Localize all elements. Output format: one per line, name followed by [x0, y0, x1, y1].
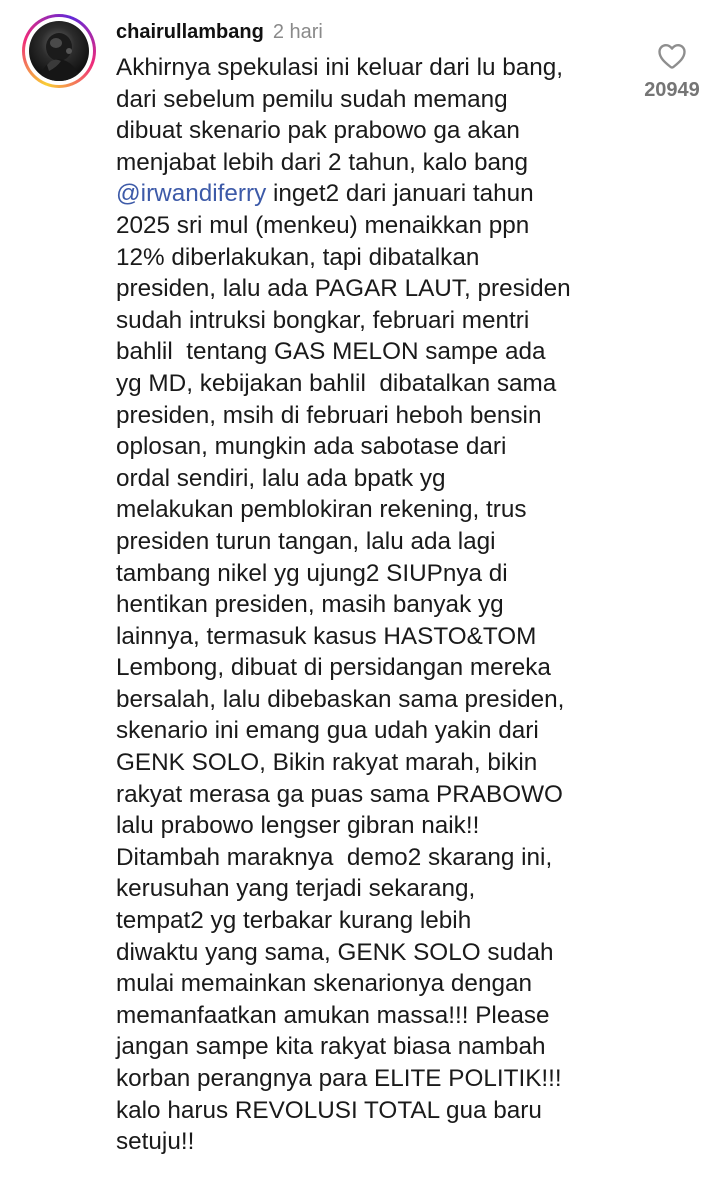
like-count: 20949	[644, 79, 700, 101]
comment-line: Akhirnya spekulasi ini keluar dari lu bang,	[116, 54, 564, 81]
comment-line: 12% diberlakukan, tapi dibatalkan	[116, 243, 480, 271]
comment-line: melakukan pemblokiran rekening, trus	[116, 496, 527, 524]
comment-line: diwaktu yang sama, GENK SOLO sudah	[116, 938, 554, 966]
username-link[interactable]: chairullambang	[116, 20, 264, 43]
comment-text	[116, 52, 636, 1158]
comment-line	[116, 178, 636, 210]
comment-line: GENK SOLO, Bikin rakyat marah, bikin	[116, 749, 538, 777]
avatar-photo-icon	[29, 21, 89, 81]
comment-line: ordal sendiri, lalu ada bpatk yg	[116, 464, 446, 492]
comment-line: oplosan, mungkin ada sabotase dari	[116, 433, 507, 461]
comment-line: tempat2 yg terbakar kurang lebih	[116, 907, 472, 935]
comment-header	[116, 16, 323, 48]
comment-line: jangan sampe kita rakyat biasa nambah	[116, 1033, 546, 1061]
comment-line: Lembong, dibuat di persidangan mereka	[116, 654, 551, 682]
comment-line: presiden, lalu ada PAGAR LAUT, presiden	[116, 275, 571, 303]
comment-line: lainnya, termasuk kasus HASTO&TOM	[116, 622, 537, 650]
comment-line: tambang nikel yg ujung2 SIUPnya di	[116, 559, 508, 587]
like-section	[634, 42, 710, 102]
mention-link[interactable]: @irwandiferry	[116, 180, 267, 208]
comment-line: yg MD, kebijakan bahlil dibatalkan sama	[116, 369, 557, 397]
comment-line: lalu prabowo lengser gibran naik!!	[116, 812, 480, 840]
comment-timestamp: 2 hari	[272, 20, 323, 43]
comment-line: presiden, msih di februari heboh bensin	[116, 401, 542, 429]
comment-line: hentikan presiden, masih banyak yg	[116, 591, 504, 619]
comment-line: skenario ini emang gua udah yakin dari	[116, 717, 539, 745]
comment-line: dibuat skenario pak prabowo ga akan	[116, 117, 520, 145]
heart-outline-icon[interactable]	[657, 42, 687, 70]
comment-line: menjabat lebih dari 2 tahun, kalo bang	[116, 148, 528, 176]
avatar-image	[29, 21, 89, 81]
comment-line: Ditambah maraknya demo2 skarang ini,	[116, 843, 553, 871]
comment-line: bahlil tentang GAS MELON sampe ada	[116, 338, 546, 366]
avatar[interactable]	[22, 14, 96, 88]
comment-line: dari sebelum pemilu sudah memang	[116, 85, 508, 113]
comment-line: mulai memainkan skenarionya dengan	[116, 970, 532, 998]
comment-line: kerusuhan yang terjadi sekarang,	[116, 875, 476, 903]
comment-line: kalo harus REVOLUSI TOTAL gua baru	[116, 1096, 542, 1124]
comment-line: presiden turun tangan, lalu ada lagi	[116, 527, 496, 555]
comment-line: korban perangnya para ELITE POLITIK!!!	[116, 1065, 562, 1092]
comment-line: memanfaatkan amukan massa!!! Please	[116, 1001, 550, 1029]
comment-line: setuju!!	[116, 1128, 195, 1156]
comment-line: bersalah, lalu dibebaskan sama presiden,	[116, 685, 565, 713]
comment-line: rakyat merasa ga puas sama PRABOWO	[116, 780, 563, 808]
comment-line: 2025 sri mul (menkeu) menaikkan ppn	[116, 211, 530, 239]
comment-line: sudah intruksi bongkar, februari mentri	[116, 306, 530, 334]
comment-line-text: inget2 dari januari tahun	[266, 180, 534, 208]
